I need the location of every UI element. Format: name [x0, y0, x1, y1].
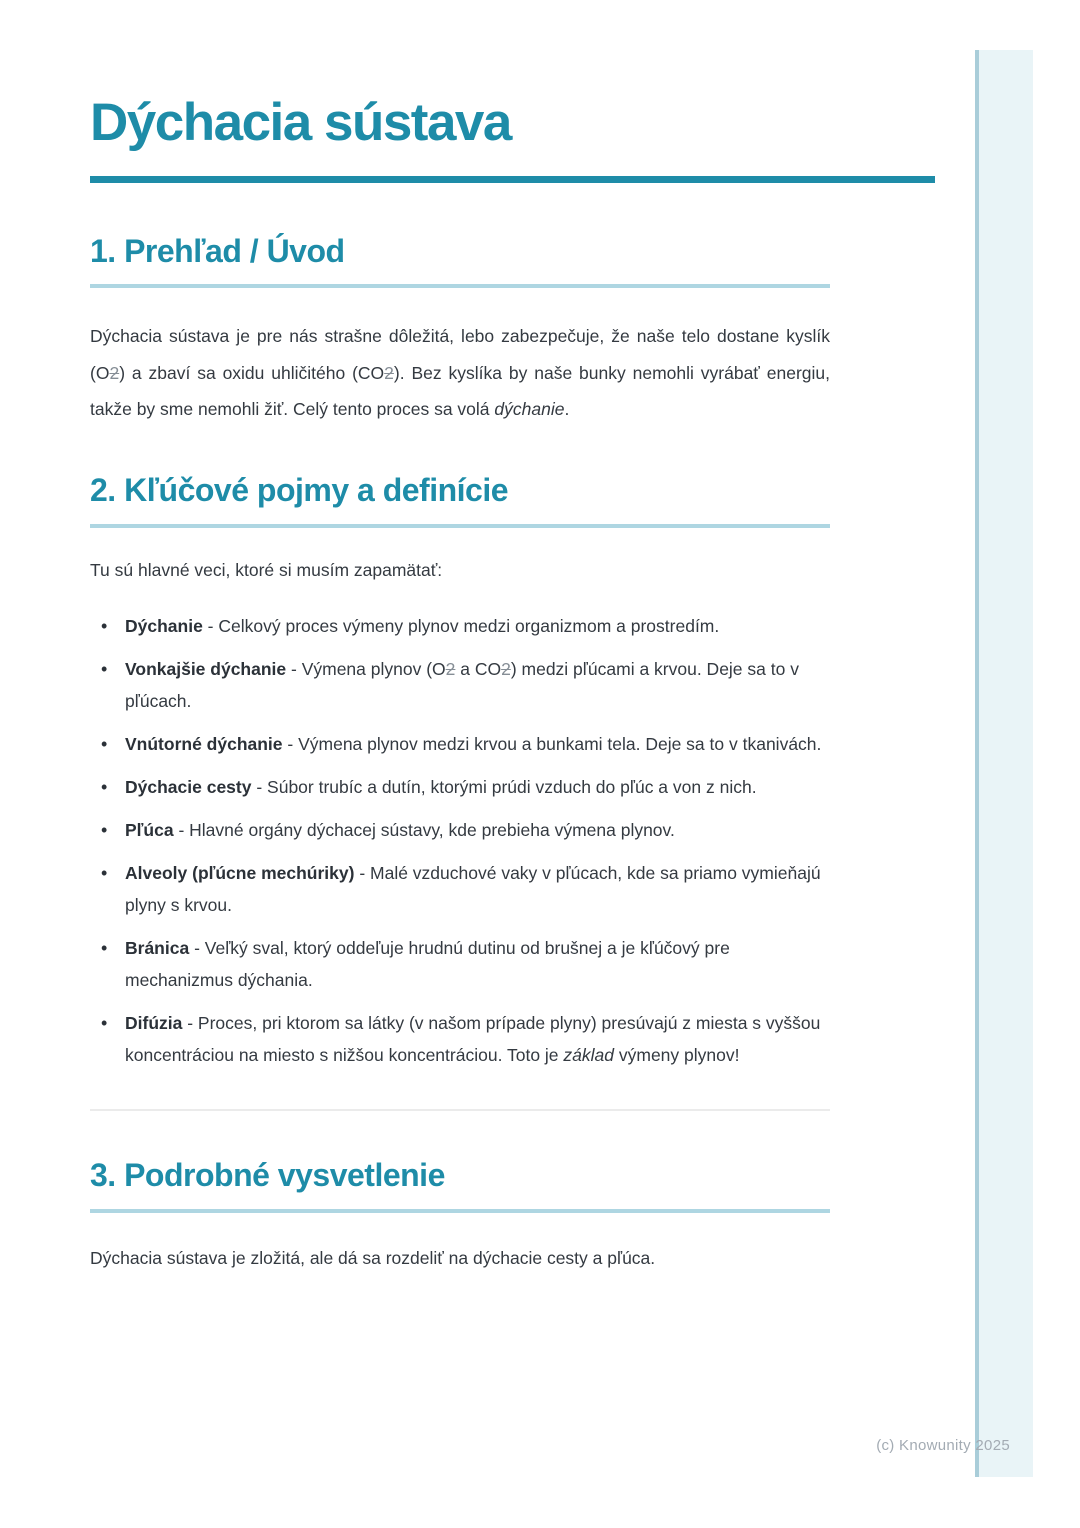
term-definition: - Proces, pri ktorom sa látky (v našom prípade plyny) presúvajú z miesta s vyššou koncentráciou na miesto s nižšou koncentráciou. Toto je základ výmeny plynov!	[125, 1012, 821, 1065]
term-label: Vnútorné dýchanie	[125, 733, 283, 754]
term-item-alveoly	[90, 857, 830, 921]
term-label: Alveoly (pľúcne mechúriky)	[125, 862, 355, 883]
term-item-vonkajsie-dychanie	[90, 653, 830, 717]
term-label: Difúzia	[125, 1012, 183, 1033]
term-label: Dýchacie cesty	[125, 776, 252, 797]
term-definition: - Hlavné orgány dýchacej sústavy, kde prebieha výmena plynov.	[173, 819, 675, 840]
term-label: Bránica	[125, 937, 190, 958]
term-definition: - Výmena plynov (O2 a CO2) medzi pľúcami a krvou. Deje sa to v pľúcach.	[125, 658, 799, 711]
term-definition: - Výmena plynov medzi krvou a bunkami tela. Deje sa to v tkanivách.	[282, 733, 822, 754]
term-item-pluca	[90, 814, 830, 846]
section-2-heading: 2. Kľúčové pojmy a definície	[90, 472, 830, 528]
term-label: Vonkajšie dýchanie	[125, 658, 287, 679]
section-1-paragraph: Dýchacia sústava je pre nás strašne dôležitá, lebo zabezpečuje, že naše telo dostane kyslík (O2) a zbaví sa oxidu uhličitého (CO2). Bez kyslíka by naše bunky nemohli vyrábať energiu, takže by sme nemohli žiť. Celý tento proces sa volá dýchanie.	[90, 326, 830, 420]
key-terms-intro: Tu sú hlavné veci, ktoré si musím zapamätať:	[90, 559, 443, 580]
term-item-vnutorne-dychanie	[90, 728, 830, 760]
section-detailed-explanation	[90, 1157, 830, 1274]
term-definition: - Malé vzduchové vaky v pľúcach, kde sa priamo vymieňajú plyny s krvou.	[125, 862, 821, 915]
watermark: (c) Knowunity 2025	[876, 1437, 1010, 1454]
section-3-heading: 3. Podrobné vysvetlenie	[90, 1157, 830, 1213]
section-3-paragraph: Dýchacia sústava je zložitá, ale dá sa rozdeliť na dýchacie cesty a pľúca.	[90, 1247, 656, 1268]
key-terms-list	[90, 610, 830, 1071]
term-item-branica	[90, 932, 830, 996]
term-label: Dýchanie	[125, 615, 203, 636]
section-1-heading: 1. Prehľad / Úvod	[90, 233, 830, 289]
term-item-difuzia	[90, 1007, 830, 1071]
section-key-terms	[90, 472, 830, 1071]
page-title: Dýchacia sústava	[90, 93, 511, 152]
term-definition: - Veľký sval, ktorý oddeľuje hrudnú dutinu od brušnej a je kľúčový pre mechanizmus dýchania.	[125, 937, 730, 990]
title-underline	[90, 176, 935, 183]
term-item-dychanie	[90, 610, 830, 642]
term-definition: - Celkový proces výmeny plynov medzi organizmom a prostredím.	[202, 615, 720, 636]
content-column	[90, 0, 830, 1274]
section-overview	[90, 233, 830, 428]
decorative-side-strip	[975, 50, 1033, 1477]
term-label: Pľúca	[125, 819, 174, 840]
term-definition: - Súbor trubíc a dutín, ktorými prúdi vzduch do pľúc a von z nich.	[251, 776, 757, 797]
content-divider	[90, 1109, 830, 1111]
term-item-dychacie-cesty	[90, 771, 830, 803]
